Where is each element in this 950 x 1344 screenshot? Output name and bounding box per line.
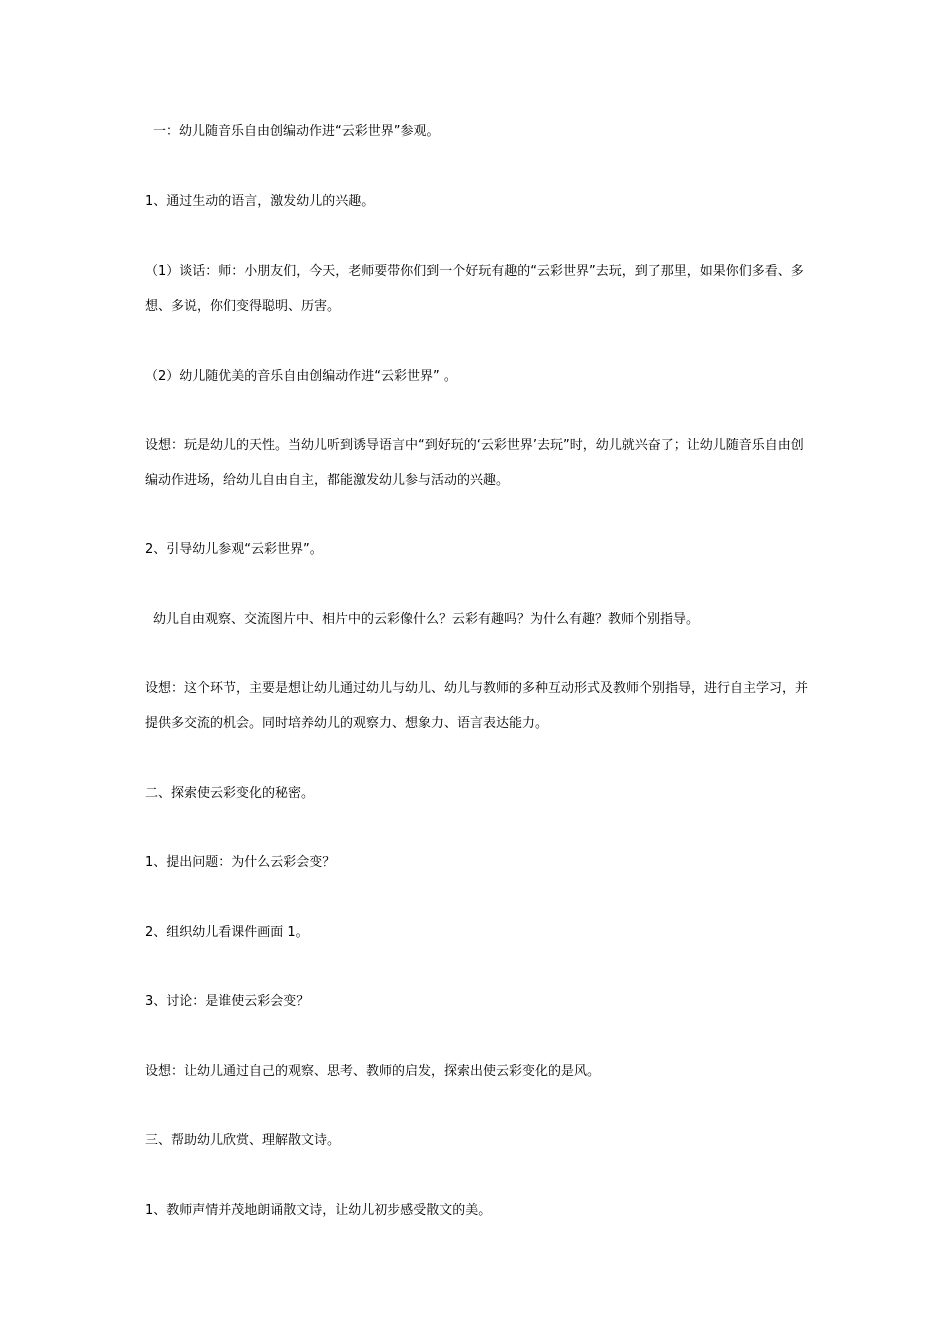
design-note: 设想：让幼儿通过自己的观察、思考、教师的启发，探索出使云彩变化的是风。 [145, 1064, 601, 1079]
design-note: 设想：玩是幼儿的天性。当幼儿听到诱导语言中“到好玩的‘云彩世界’去玩”时，幼儿就兴奋了；让幼儿随音乐自由创编动作进场，给幼儿自由自主，都能激发幼儿参与活动的兴趣。 [145, 438, 804, 488]
section-heading-2: 二、探索使云彩变化的秘密。 [145, 786, 315, 801]
paragraph: 幼儿自由观察、交流图片中、相片中的云彩像什么？云彩有趣吗？为什么有趣？教师个别指导。 [153, 612, 700, 627]
paragraph: （2）幼儿随优美的音乐自由创编动作进“云彩世界” 。 [145, 369, 457, 384]
paragraph: 2、组织幼儿看课件画面 1。 [145, 925, 309, 940]
section-heading-1: 一：幼儿随音乐自由创编动作进“云彩世界”参观。 [153, 124, 440, 139]
paragraph: 2、引导幼儿参观“云彩世界”。 [145, 542, 323, 557]
paragraph: 1、教师声情并茂地朗诵散文诗，让幼儿初步感受散文的美。 [145, 1203, 492, 1218]
paragraph: 1、提出问题：为什么云彩会变？ [145, 855, 336, 870]
paragraph: 3、讨论：是谁使云彩会变？ [145, 994, 310, 1009]
paragraph: 1、通过生动的语言，激发幼儿的兴趣。 [145, 194, 375, 209]
design-note: 设想：这个环节，主要是想让幼儿通过幼儿与幼儿、幼儿与教师的多种互动形式及教师个别指导，进行自主学习，并提供多交流的机会。同时培养幼儿的观察力、想象力、语言表达能力。 [145, 681, 809, 731]
section-heading-3: 三、帮助幼儿欣赏、理解散文诗。 [145, 1133, 341, 1148]
paragraph: （1）谈话：师：小朋友们，今天，老师要带你们到一个好玩有趣的“云彩世界”去玩，到了那里，如果你们多看、多想、多说，你们变得聪明、历害。 [145, 264, 804, 314]
